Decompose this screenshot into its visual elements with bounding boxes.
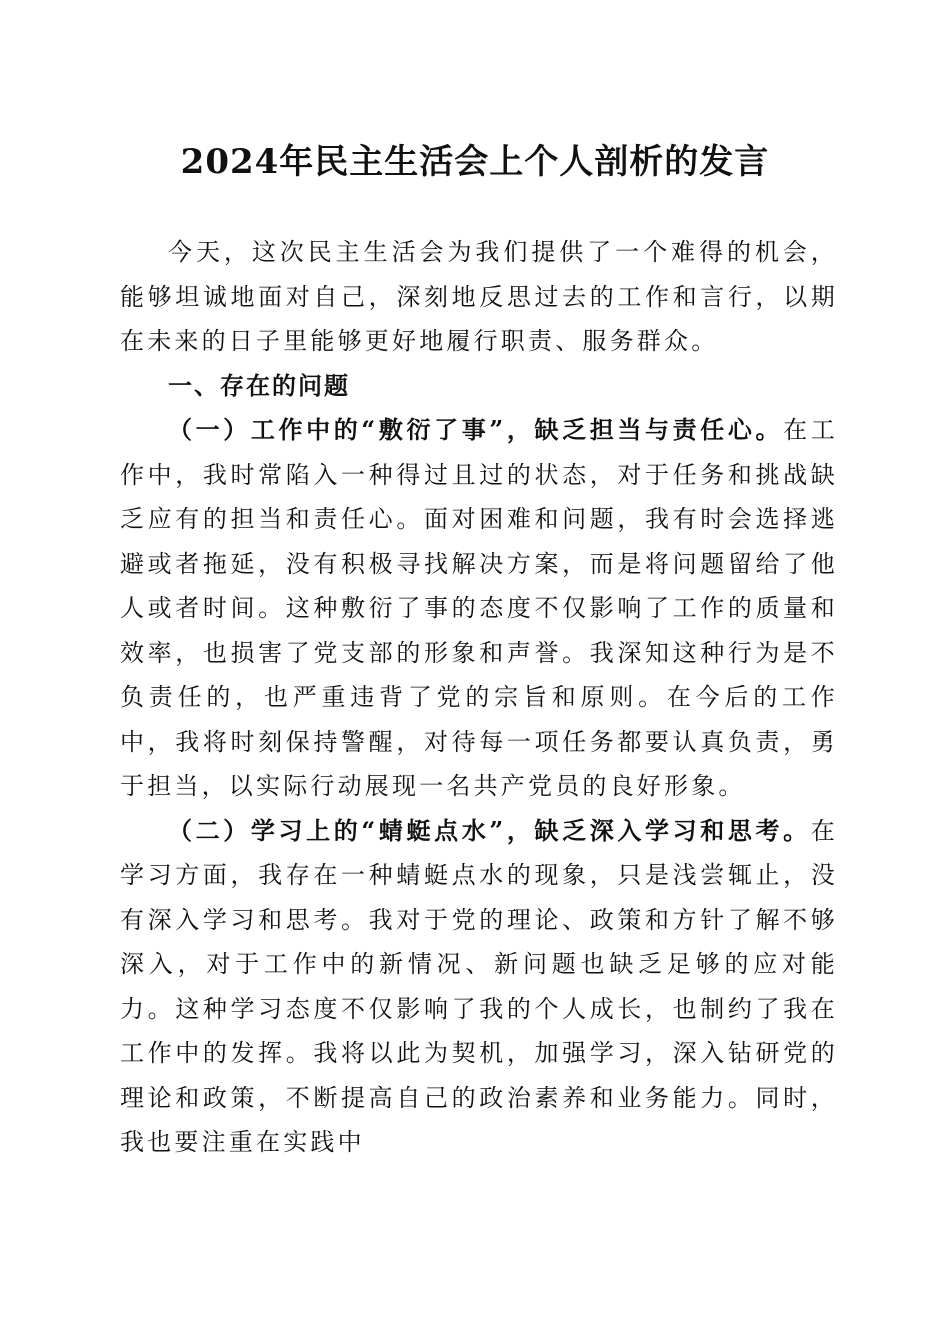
intro-paragraph: 今天，这次民主生活会为我们提供了一个难得的机会，能够坦诚地面对自己，深刻地反思过去的工作和言行，以期在未来的日子里能够更好地履行职责、服务群众。: [120, 238, 838, 355]
document-title: 2024年民主生活会上个人剖析的发言: [180, 142, 770, 182]
section-heading-problems: 一、存在的问题: [168, 371, 350, 400]
problem-item-2-body: 在学习方面，我存在一种蜻蜓点水的现象，只是浅尝辄止，没有深入学习和思考。我对于党的理论、政策和方针了解不够深入，对于工作中的新情况、新问题也缺乏足够的应对能力。这种学习态度不仅影响了我的个人成长，也制约了我在工作中的发挥。我将以此为契机，加强学习，深入钻研党的理论和政策，不断提高自己的政治素养和业务能力。同时，我也要注重在实践中: [120, 816, 838, 1156]
problem-item-2-lead: （二）学习上的“蜻蜓点水”，缺乏深入学习和思考。: [168, 815, 811, 845]
problem-item-1: [120, 408, 838, 809]
problem-item-1-lead: （一）工作中的“敷衍了事”，缺乏担当与责任心。: [168, 415, 784, 444]
problem-item-2: [120, 809, 838, 1165]
document-body: [120, 230, 838, 1165]
problem-item-1-body: 在工作中，我时常陷入一种得过且过的状态，对于任务和挑战缺乏应有的担当和责任心。面对困难和问题，我有时会选择逃避或者拖延，没有积极寻找解决方案，而是将问题留给了他人或者时间。这种敷衍了事的态度不仅影响了工作的质量和效率，也损害了党支部的形象和声誉。我深知这种行为是不负责任的，也严重违背了党的宗旨和原则。在今后的工作中，我将时刻保持警醒，对待每一项任务都要认真负责，勇于担当，以实际行动展现一名共产党员的良好形象。: [120, 416, 838, 800]
